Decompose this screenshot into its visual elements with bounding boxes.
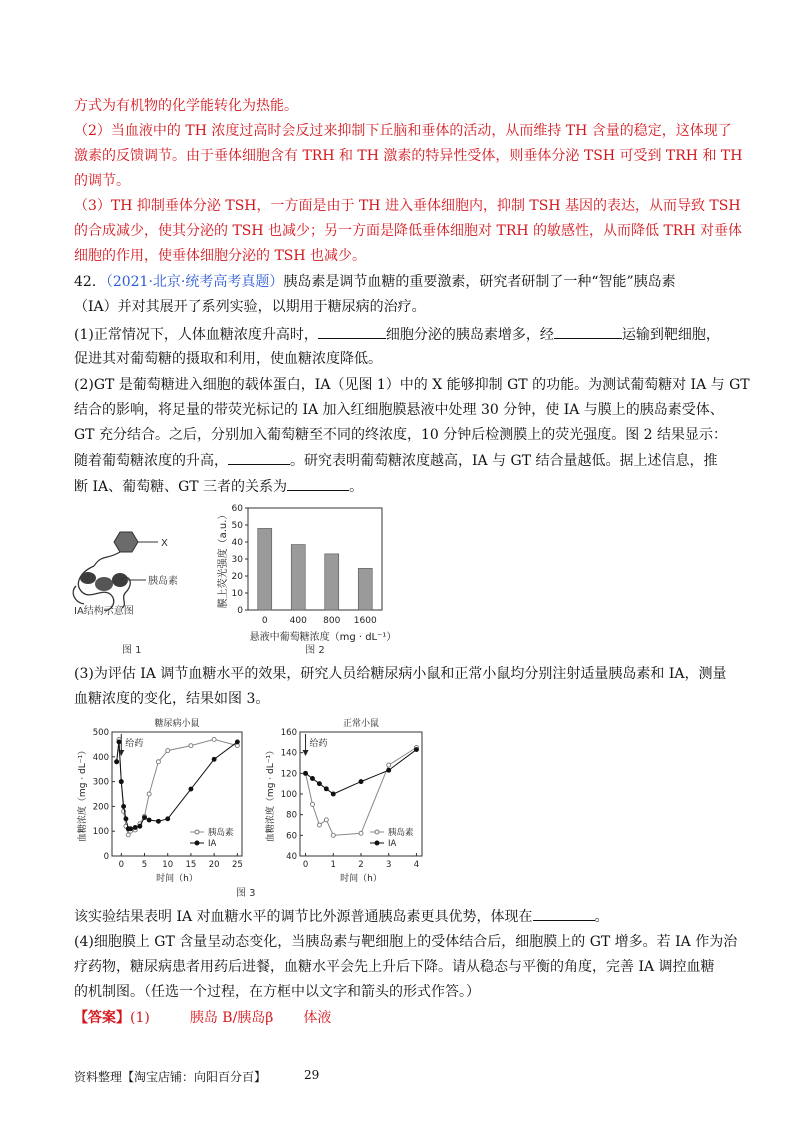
data-point [166, 817, 170, 821]
data-point [331, 833, 335, 837]
y-tick-label: 500 [92, 728, 109, 738]
x-tick-label: 0 [302, 860, 309, 870]
y-tick-label: 60 [231, 504, 243, 514]
y-tick-label: 120 [280, 769, 297, 780]
answer-text-line: （3）TH 抑制垂体分泌 TSH，一方面是由于 TH 进入垂体细胞内，抑制 TSH 基因的表达，从而导致 TSH [74, 198, 741, 214]
y-axis-label: 血糖浓度（mg · dL⁻¹） [78, 745, 88, 843]
q1-line: 促进其对葡萄糖的摄取和利用，使血糖浓度降低。 [74, 351, 382, 367]
x-axis-label: 时间（h） [340, 874, 382, 884]
q2-line: 结合的影响，将足量的带荧光标记的 IA 加入红细胞膜悬液中处理 30 分钟，使 IA 与膜上的胰岛素受体、 [74, 402, 724, 418]
y-tick-label: 160 [280, 728, 297, 738]
legend-marker [375, 830, 379, 834]
x-tick-label: 400 [289, 616, 307, 626]
q4-line: (4)细胞膜上 GT 含量呈动态变化，当胰岛素与靶细胞上的受体结合后，细胞膜上的 GT 增多。若 IA 作为治 [74, 934, 738, 950]
data-point [147, 792, 151, 796]
q3-text: 。 [594, 909, 609, 925]
y-tick-label: 60 [286, 831, 297, 842]
y-tick-label: 140 [280, 748, 297, 759]
label-insulin: 胰岛素 [148, 576, 178, 587]
y-tick-label: 0 [103, 852, 109, 862]
answer-blank[interactable] [228, 450, 290, 465]
bar [358, 568, 372, 610]
x-tick-label: 20 [208, 860, 220, 870]
q2-text: 随着葡萄糖浓度的升高， [74, 453, 228, 469]
x-tick-label: 10 [162, 860, 174, 870]
data-point [310, 802, 314, 806]
data-point [212, 737, 216, 741]
answer-value: 体液 [303, 1010, 332, 1026]
data-point [119, 780, 123, 784]
y-axis-label: 血糖浓度（mg · dL⁻¹） [266, 745, 276, 843]
page-number: 29 [304, 1068, 320, 1082]
series-line [117, 739, 238, 834]
chart-title: 正常小鼠 [342, 719, 380, 729]
answer-text-line: 的合成减少，使其分泌的 TSH 也减少；另一方面是降低垂体细胞对 TRH 的敏感性，从而降低 TRH 对垂体 [74, 223, 743, 239]
bar [325, 554, 339, 610]
figure-3-normal-chart [262, 708, 432, 888]
dose-annotation: 给药 [309, 739, 328, 749]
q4-line: 疗药物，糖尿病患者用药后进餐，血糖水平会先上升后下降。请从稳态与平衡的角度，完善 IA 调控血糖 [74, 959, 715, 975]
series-line [306, 750, 417, 794]
data-point [387, 763, 391, 767]
legend-marker [375, 841, 379, 845]
answer-blank[interactable] [533, 906, 595, 921]
x-tick-label: 800 [323, 616, 341, 626]
answer-text-line: 激素的反馈调节。由于垂体细胞含有 TRH 和 TH 激素的特异性受体，则垂体分泌 TSH 可受到 TRH 和 TH [74, 148, 743, 164]
legend-label: 胰岛素 [208, 828, 234, 838]
insulin-protein-shape [73, 566, 130, 610]
y-tick-label: 100 [280, 790, 297, 800]
answer-number: (1) [130, 1010, 150, 1026]
data-point [156, 819, 160, 823]
data-point [117, 740, 121, 744]
q2-line: GT 充分结合。之后，分别加入葡萄糖至不同的终浓度，10 分钟后检测膜上的荧光强度。图 2 结果显示： [74, 427, 728, 443]
data-point [331, 792, 335, 796]
series-line [117, 742, 238, 829]
label-x: X [161, 538, 168, 549]
data-point [359, 831, 363, 835]
answer-value: 胰岛 B/胰岛β [189, 1010, 274, 1026]
x-tick-label: 1 [330, 860, 336, 870]
q3-line [74, 906, 609, 927]
data-point [126, 833, 130, 837]
y-tick-label: 100 [92, 827, 109, 838]
figure-3-diabetic-chart [72, 708, 252, 888]
figure-1-subcaption: IA结构示意图 [74, 606, 134, 617]
data-point [304, 771, 308, 775]
answer-blank[interactable] [318, 324, 386, 339]
data-point [189, 744, 193, 748]
answer-text-line: 方式为有机物的化学能转化为热能。 [74, 98, 298, 114]
q2-text: 。 [349, 479, 364, 495]
bar [291, 545, 305, 610]
q1-line [74, 324, 720, 345]
question-source: （2021·北京·统考高考真题） [105, 274, 284, 290]
chart-title: 糖尿病小鼠 [154, 719, 200, 729]
data-point [115, 760, 119, 764]
data-point [147, 818, 151, 822]
question-intro: 胰岛素是调节血糖的重要激素，研究者研制了一种“智能”胰岛素 [283, 274, 676, 290]
q1-text: 运输到靶细胞， [621, 327, 720, 343]
y-tick-label: 40 [286, 852, 297, 862]
y-tick-label: 10 [231, 589, 243, 599]
y-tick-label: 20 [231, 572, 243, 582]
data-point [138, 824, 142, 828]
x-hexagon-shape [114, 532, 138, 552]
figure-1-caption: 图 1 [122, 645, 142, 656]
figure-3-caption: 图 3 [236, 888, 256, 899]
x-tick-label: 4 [413, 860, 420, 870]
data-point [235, 740, 239, 744]
data-point [317, 782, 321, 786]
data-point [212, 757, 216, 761]
data-point [414, 748, 418, 752]
x-tick-label: 2 [358, 860, 364, 870]
answer-line [74, 1008, 331, 1028]
answer-blank[interactable] [554, 324, 622, 339]
dose-annotation: 给药 [125, 739, 144, 749]
x-tick-label: 15 [185, 860, 197, 870]
data-point [317, 823, 321, 827]
q3-line: (3)为评估 IA 调节血糖水平的效果，研究人员给糖尿病小鼠和正常小鼠均分别注射适量胰岛素和 IA，测量 [74, 666, 727, 682]
data-point [124, 817, 128, 821]
linker-chain [94, 552, 120, 566]
x-tick-label: 3 [386, 860, 392, 870]
y-tick-label: 200 [92, 802, 109, 813]
q2-line [74, 476, 363, 497]
data-point [143, 816, 147, 820]
data-point [189, 787, 193, 791]
legend-label: 胰岛素 [388, 828, 414, 838]
q2-line [74, 450, 718, 471]
q1-text: (1)正常情况下，人体血糖浓度升高时， [74, 327, 318, 343]
x-tick-label: 0 [261, 616, 268, 626]
data-point [166, 749, 170, 753]
y-tick-label: 0 [237, 606, 243, 616]
data-point [156, 760, 160, 764]
figure-2-caption: 图 2 [305, 645, 325, 656]
answer-blank[interactable] [287, 476, 349, 491]
q2-text: 断 IA、葡萄糖、GT 三者的关系为 [74, 479, 288, 495]
x-tick-label: 25 [231, 860, 243, 870]
dose-arrow-head [303, 750, 309, 756]
y-tick-label: 40 [231, 538, 243, 548]
legend-marker [195, 841, 199, 845]
x-tick-label: 5 [141, 860, 148, 870]
q2-text: 。研究表明葡萄糖浓度越高，IA 与 GT 结合量越低。据上述信息，推 [290, 453, 718, 469]
data-point [310, 777, 314, 781]
question-header [74, 272, 676, 292]
x-tick-label: 0 [118, 860, 124, 870]
y-tick-label: 400 [92, 752, 109, 763]
figure-1-ia-structure [62, 522, 232, 657]
question-number: 42． [74, 274, 106, 290]
data-point [359, 780, 363, 784]
q3-text: 该实验结果表明 IA 对血糖水平的调节比外源普通胰岛素更具优势，体现在 [74, 909, 533, 925]
y-axis-label: 膜上荧光强度（a.u.） [218, 509, 229, 609]
series-line [306, 748, 417, 836]
data-point [387, 768, 391, 772]
answer-text-line: 的调节。 [74, 173, 130, 189]
bar [258, 528, 272, 610]
legend-label: IA [208, 839, 217, 849]
q1-text: 细胞分泌的胰岛素增多，经 [385, 327, 554, 343]
legend-marker [195, 830, 199, 834]
y-tick-label: 30 [231, 555, 243, 565]
data-point [129, 827, 133, 831]
question-intro-line: （IA）并对其展开了系列实验，以期用于糖尿病的治疗。 [74, 299, 426, 315]
y-tick-label: 80 [286, 810, 297, 821]
x-tick-label: 1600 [353, 616, 377, 626]
data-point [324, 818, 328, 822]
y-tick-label: 50 [231, 521, 243, 531]
answer-tag: 【答案】 [74, 1010, 130, 1026]
answer-text-line: （2）当血液中的 TH 浓度过高时会反过来抑制下丘脑和垂体的活动，从而维持 TH 含量的稳定，这体现了 [74, 123, 732, 139]
data-point [324, 787, 328, 791]
answer-text-line: 细胞的作用，使垂体细胞分泌的 TSH 也减少。 [74, 248, 367, 264]
y-tick-label: 300 [92, 777, 109, 788]
footer-text: 资料整理【淘宝店铺：向阳百分百】 [74, 1070, 267, 1084]
x-axis-label: 悬液中葡萄糖浓度（mg · dL⁻¹） [249, 632, 397, 643]
q3-line: 血糖浓度的变化，结果如图 3。 [74, 691, 270, 707]
q4-line: 的机制图。（任选一个过程，在方框中以文字和箭头的形式作答。） [74, 984, 480, 1000]
data-point [133, 825, 137, 829]
legend-label: IA [388, 839, 397, 849]
figure-2-bar-chart [212, 498, 422, 660]
x-axis-label: 时间（h） [156, 874, 198, 884]
q2-line: (2)GT 是葡萄糖进入细胞的载体蛋白，IA（见图 1）中的 X 能够抑制 GT 的功能。为测试葡萄糖对 IA 与 GT [74, 377, 750, 393]
data-point [122, 804, 126, 808]
